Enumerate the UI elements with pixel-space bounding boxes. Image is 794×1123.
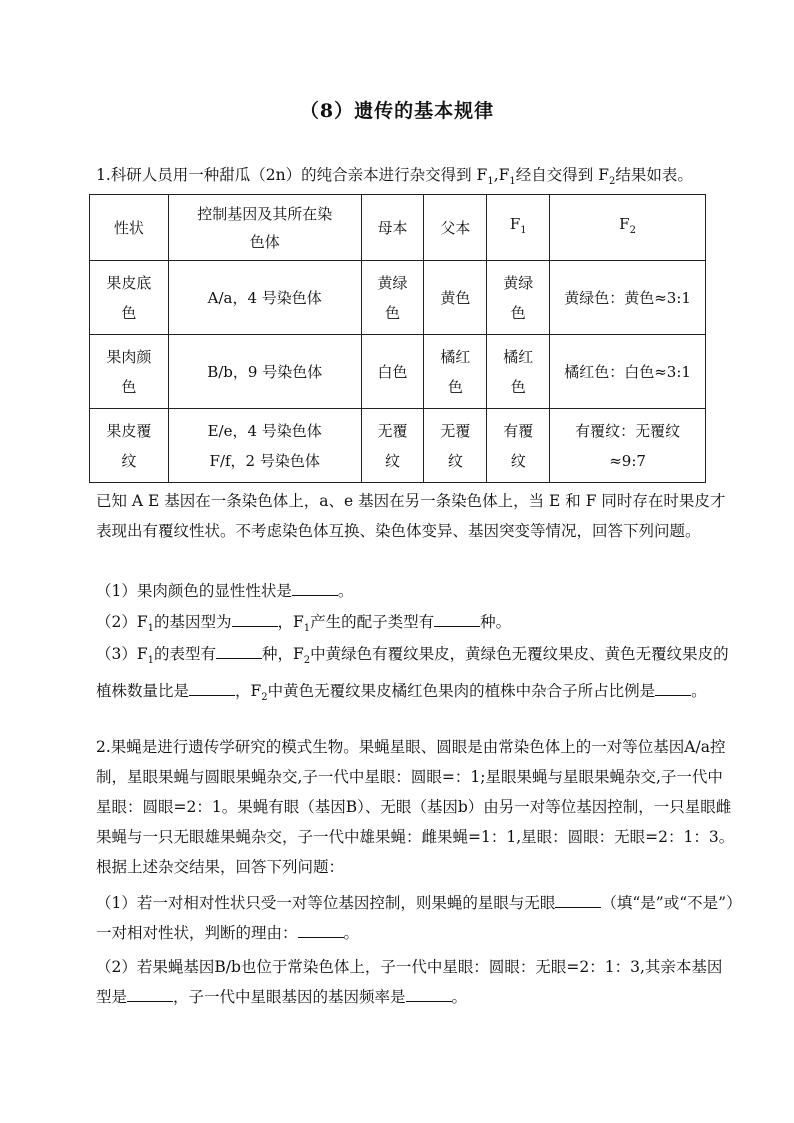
cell-text: 有覆纹 [503, 421, 534, 470]
subscript: 1 [303, 623, 311, 635]
cell-text: 果皮底色 [106, 273, 152, 322]
table-cell: B/b，9 号染色体 [168, 335, 361, 409]
answer-blank[interactable] [189, 681, 235, 696]
question-text: ，子一代中星眼基因的基因频率是 [173, 988, 406, 1006]
header-text: 控制基因及其所在染色体 [197, 204, 333, 251]
intro-text: 经自交得到 F [515, 166, 609, 184]
answer-blank[interactable] [555, 893, 601, 908]
question-text: 中黄绿色有覆纹果皮，黄绿色无覆纹果皮、黄色无覆纹果皮的植株数量比是 [96, 645, 729, 701]
intro-text: 1.科研人员用一种甜瓜（2n）的纯合亲本进行杂交得到 F [96, 166, 488, 184]
answer-blank[interactable] [216, 644, 262, 659]
cell-text: 有覆纹：无覆纹≈9:7 [575, 421, 681, 470]
table-cell [550, 409, 706, 483]
genetics-table [89, 194, 706, 483]
cell-text: 无覆纹 [440, 421, 471, 470]
cell-text: 果皮覆纹 [106, 421, 152, 470]
table-row [90, 335, 706, 409]
cell-text: F/f，2 号染色体 [209, 451, 320, 470]
question-1-part-1 [96, 576, 736, 606]
table-cell [168, 409, 361, 483]
cell-text: 黄绿色 [503, 273, 534, 322]
question-2-intro: 2.果蝇是进行遗传学研究的模式生物。果蝇星眼、圆眼是由常染色体上的一对等位基因A/a控制，星眼果蝇与圆眼果蝇杂交,子一代中星眼：圆眼=：1;星眼果蝇与星眼果蝇杂交,子一代中星眼：圆眼=2：1。果蝇有眼（基因B）、无眼（基因b）由另一对等位基因控制，一只星眼雌果蝇与一只无眼雄果蝇杂交，子一代中雄果蝇：雌果蝇=1：1,星眼：圆眼：无眼=2：1：3。根据上述杂交结果，回答下列问题： [96, 738, 735, 876]
table-header: 父本 [424, 195, 487, 261]
table-header [487, 195, 550, 261]
question-2-part-2 [96, 952, 736, 1012]
subscript: 2 [303, 655, 311, 667]
table-header [168, 195, 361, 261]
intro-text: ,F [493, 166, 510, 184]
question-text: 。 [343, 924, 360, 942]
question-text: （2）F [96, 613, 148, 631]
question-text: 中黄色无覆纹果皮橘红色果肉的植株中杂合子所占比例是 [267, 682, 656, 701]
header-text: F [619, 215, 630, 233]
question-1-part-3 [96, 639, 736, 713]
table-cell [487, 335, 550, 409]
question-text: （3）F [96, 645, 148, 663]
cell-text: 果肉颜色 [106, 347, 152, 396]
question-text: 产生的配子类型有 [310, 613, 435, 631]
question-text: 的基因型为 [154, 613, 232, 631]
question-text: ，F [235, 682, 262, 701]
table-cell [361, 261, 424, 335]
cell-text: E/e，4 号染色体 [207, 421, 322, 440]
question-text: （填“是”或“不是”）一对相对性状，判断的理由： [96, 894, 734, 942]
question-1-intro [96, 163, 736, 187]
table-cell: 黄绿色：黄色≈3:1 [550, 261, 706, 335]
table-cell [487, 261, 550, 335]
table-header: 性状 [90, 195, 169, 261]
subscript: 1 [520, 225, 527, 236]
cell-text: 黄绿色 [377, 273, 408, 322]
question-text: （2）若果蝇基因B/b也位于常染色体上，子一代中星眼：圆眼：无眼=2：1：3,其亲本基因型是 [96, 958, 723, 1006]
page-title: （8）遗传的基本规律 [299, 100, 495, 122]
subscript: 2 [608, 176, 616, 188]
question-text: 的表型有 [154, 645, 217, 663]
question-text: 种。 [480, 613, 512, 631]
table-header [550, 195, 706, 261]
question-text: 。 [337, 582, 354, 600]
table-cell: 橘红色：白色≈3:1 [550, 335, 706, 409]
question-text: （1）若一对相对性状只受一对等位基因控制，则果蝇的星眼与无眼 [96, 894, 556, 912]
answer-blank[interactable] [434, 612, 480, 627]
cell-text: 橘红色 [503, 347, 534, 396]
table-cell: 白色 [361, 335, 424, 409]
subscript: 1 [147, 623, 154, 635]
subscript: 1 [487, 176, 494, 188]
table-cell [424, 409, 487, 483]
question-text: 种，F [262, 645, 304, 663]
table-cell [361, 409, 424, 483]
answer-blank[interactable] [292, 581, 338, 596]
table-row [90, 261, 706, 335]
table-cell: A/a，4 号染色体 [168, 261, 361, 335]
subscript: 1 [147, 655, 154, 667]
table-cell [90, 335, 169, 409]
answer-blank[interactable] [127, 987, 173, 1002]
header-text: F [509, 215, 521, 233]
question-text: ，F [277, 613, 304, 631]
table-cell [90, 261, 169, 335]
intro-text: 结果如表。 [615, 166, 693, 184]
question-text: 。 [691, 682, 707, 701]
table-row [90, 409, 706, 483]
answer-blank[interactable] [655, 681, 691, 696]
table-cell [90, 409, 169, 483]
answer-blank[interactable] [298, 923, 344, 938]
question-text: 。 [451, 988, 468, 1006]
question-2-part-1 [96, 888, 736, 948]
answer-blank[interactable] [406, 987, 452, 1002]
cell-text: 橘红色 [440, 347, 471, 396]
question-1-description: 已知 A E 基因在一条染色体上，a、e 基因在另一条染色体上，当 E 和 F 同时存在时果皮才表现出有覆纹性状。不考虑染色体互换、染色体变异、基因突变等情况，回答下列问题。 [96, 492, 726, 540]
subscript: 2 [261, 692, 268, 704]
table-header: 母本 [361, 195, 424, 261]
cell-text: 无覆纹 [377, 421, 408, 470]
subscript: 1 [509, 176, 516, 188]
table-header-row [90, 195, 706, 261]
subscript: 2 [629, 225, 636, 236]
table-cell [487, 409, 550, 483]
question-text: （1）果肉颜色的显性性状是 [96, 582, 292, 600]
table-cell [424, 335, 487, 409]
table-cell: 黄色 [424, 261, 487, 335]
answer-blank[interactable] [232, 612, 278, 627]
